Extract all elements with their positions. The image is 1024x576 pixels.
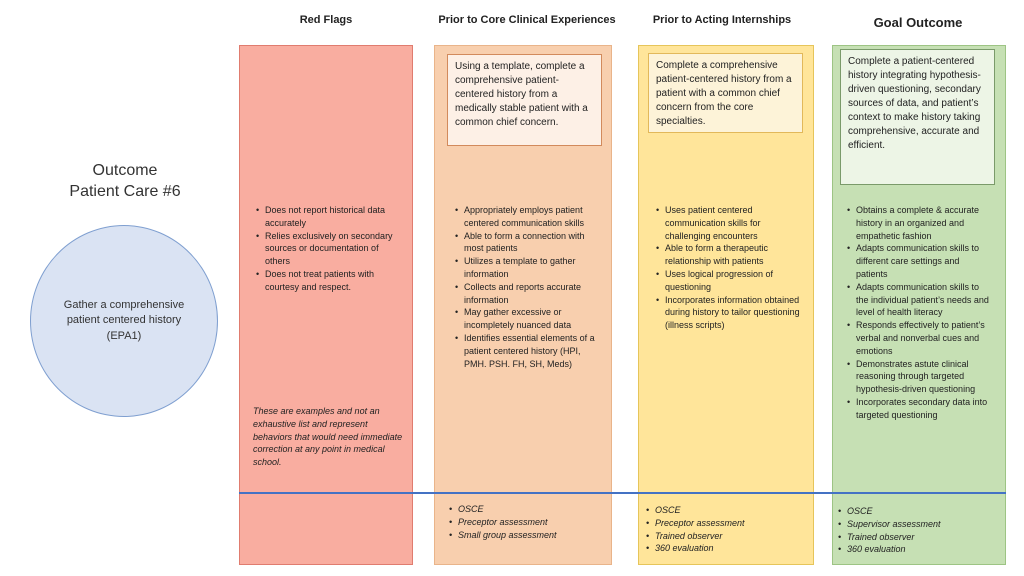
description-box-core: Using a template, complete a comprehensive patient-centered history from a medically stable patient with a common chief concern. bbox=[447, 54, 602, 146]
description-box-acting: Complete a comprehensive patient-centered history from a patient with a common chief concern from the core specialties. bbox=[648, 53, 803, 133]
list-goal-outcome bbox=[847, 204, 993, 422]
outcome-title bbox=[40, 160, 210, 202]
assessment-list-acting bbox=[646, 504, 796, 555]
list-red-flags bbox=[256, 204, 406, 294]
red-flags-note: These are examples and not an exhaustive list and represent behaviors that would need immediate correction at any point in medical school. bbox=[253, 406, 403, 468]
list-item: • Does not report historical data accurately bbox=[256, 204, 406, 230]
list-item: • Uses logical progression of questioning bbox=[656, 268, 802, 294]
header-red-flags: Red Flags bbox=[299, 14, 353, 26]
list-item: • Utilizes a template to gather information bbox=[455, 255, 597, 281]
epa-circle bbox=[30, 225, 218, 417]
header-prior-acting: Prior to Acting Internships bbox=[652, 14, 792, 26]
list-item: • Small group assessment bbox=[449, 529, 599, 542]
list-item: • Trained observer bbox=[838, 531, 988, 544]
list-item: • Relies exclusively on secondary sources or documentation of others bbox=[256, 230, 406, 268]
outcome-title-line2: Patient Care #6 bbox=[69, 183, 181, 200]
list-item: • Trained observer bbox=[646, 530, 796, 543]
list-item: • Preceptor assessment bbox=[449, 516, 599, 529]
assessment-divider bbox=[239, 492, 1006, 494]
list-item: • Obtains a complete & accurate history in an organized and empathetic fashion bbox=[847, 204, 993, 242]
list-item: • OSCE bbox=[646, 504, 796, 517]
list-item: • May gather excessive or incompletely nuanced data bbox=[455, 306, 597, 332]
list-item: • OSCE bbox=[838, 505, 988, 518]
list-item: • Adapts communication skills to different care settings and patients bbox=[847, 242, 993, 280]
list-item: • Appropriately employs patient centered communication skills bbox=[455, 204, 597, 230]
list-item: • 360 evaluation bbox=[838, 543, 988, 556]
list-item: • Able to form a therapeutic relationship with patients bbox=[656, 242, 802, 268]
list-prior-acting bbox=[656, 204, 802, 332]
list-item: • Preceptor assessment bbox=[646, 517, 796, 530]
list-item: • OSCE bbox=[449, 503, 599, 516]
list-prior-core bbox=[455, 204, 597, 370]
header-prior-core: Prior to Core Clinical Experiences bbox=[438, 14, 616, 26]
list-item: • Adapts communication skills to the individual patient’s needs and level of health literacy bbox=[847, 281, 993, 319]
assessment-list-goal bbox=[838, 505, 988, 556]
list-item: • Collects and reports accurate information bbox=[455, 281, 597, 307]
list-item: • Does not treat patients with courtesy and respect. bbox=[256, 268, 406, 294]
epa-text: Gather a comprehensive patient centered history (EPA1) bbox=[63, 298, 185, 342]
list-item: • Demonstrates astute clinical reasoning through targeted hypothesis-driven questioning bbox=[847, 358, 993, 396]
description-box-goal: Complete a patient-centered history integrating hypothesis-driven questioning, secondary sources of data, and patient’s context to make history taking comprehensive, accurate and efficient. bbox=[840, 49, 995, 185]
list-item: • 360 evaluation bbox=[646, 542, 796, 555]
list-item: • Incorporates information obtained during history to tailor questioning (illness scripts) bbox=[656, 294, 802, 332]
list-item: • Identifies essential elements of a patient centered history (HPI, PMH. PSH. FH, SH, Meds) bbox=[455, 332, 597, 370]
list-item: • Supervisor assessment bbox=[838, 518, 988, 531]
list-item: • Able to form a connection with most patients bbox=[455, 230, 597, 256]
list-item: • Uses patient centered communication skills for challenging encounters bbox=[656, 204, 802, 242]
column-red-flags bbox=[239, 45, 413, 565]
list-item: • Responds effectively to patient’s verbal and nonverbal cues and emotions bbox=[847, 319, 993, 357]
list-item: • Incorporates secondary data into targeted questioning bbox=[847, 396, 993, 422]
outcome-title-line1: Outcome bbox=[92, 162, 158, 179]
assessment-list-core bbox=[449, 503, 599, 541]
header-goal-outcome: Goal Outcome bbox=[873, 15, 963, 30]
